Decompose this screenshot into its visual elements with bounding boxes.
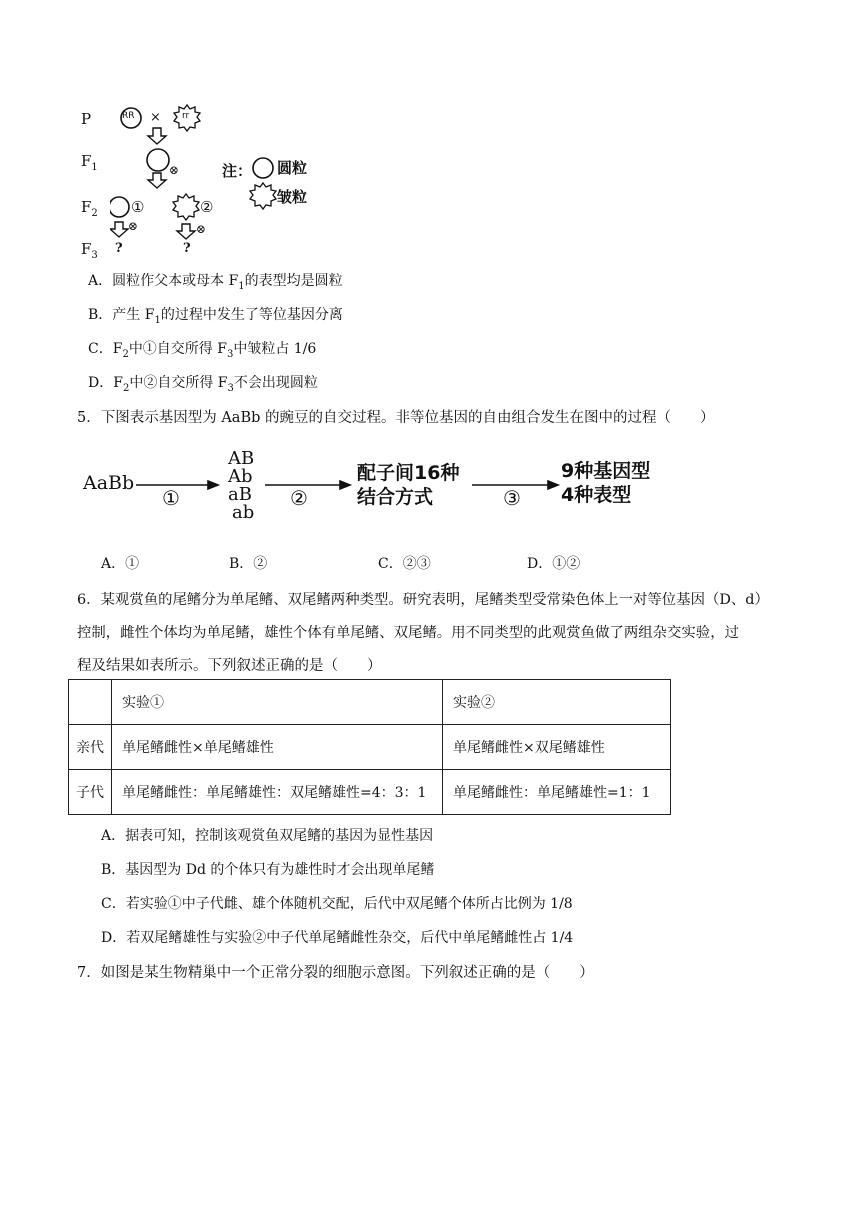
label-p: P	[81, 110, 92, 128]
selfing-symbol: ⊗	[169, 163, 180, 177]
flow-combinations: 配子间16种 结合方式	[357, 462, 460, 508]
down-arrow-icon	[110, 222, 128, 237]
label-f3: $F_3$	[81, 240, 98, 261]
f3-unknown: ?	[183, 241, 191, 256]
q6-option-d[interactable]: D．若双尾鳍雄性与实验②中子代单尾鳍雌性杂交，后代中单尾鳍雌性占 1/4	[101, 930, 574, 946]
arrow-head-icon	[548, 481, 558, 489]
experiment-table	[68, 679, 671, 815]
q4-option-a[interactable]: A．圆粒作父本或母本 $F_1$的表型均是圆粒	[88, 273, 343, 292]
legend-round-icon	[253, 158, 273, 178]
q6-option-a[interactable]: A．据表可知，控制该观赏鱼双尾鳍的基因为显性基因	[101, 828, 434, 844]
legend-wrinkled-icon	[250, 183, 276, 209]
table-cell: 单尾鳍雌性：单尾鳍雄性=1：1	[443, 770, 671, 815]
table-cell: 单尾鳍雌性×双尾鳍雄性	[443, 725, 671, 770]
table-header-cell: 实验②	[443, 680, 671, 725]
table-cell: 单尾鳍雌性×单尾鳍雄性	[112, 725, 443, 770]
flow-step-3: ③	[503, 486, 521, 510]
q4-option-b[interactable]: B．产生 $F_1$的过程中发生了等位基因分离	[88, 307, 343, 326]
q5-option-d[interactable]: D．①②	[527, 556, 581, 572]
flow-step-2: ②	[290, 486, 308, 510]
q4-option-c[interactable]: C．$F_2$中①自交所得 $F_3$中皱粒占 1/6	[88, 341, 317, 360]
q5-option-a[interactable]: A．①	[101, 556, 140, 572]
q6-stem-line3: 程及结果如表所示。下列叙述正确的是（ ）	[77, 658, 382, 674]
label-f1: $F_1$	[81, 152, 98, 173]
table-row-header: 子代	[69, 770, 112, 815]
flow-step-1: ①	[162, 486, 180, 510]
flow-gametes: AB Ab aB ab	[228, 448, 255, 523]
genotype-rr-recessive: rr	[182, 111, 190, 121]
table-header-cell: 实验①	[112, 680, 443, 725]
table-row	[69, 770, 671, 815]
arrow-head-icon	[208, 481, 218, 489]
q7-stem: 7．如图是某生物精巢中一个正常分裂的细胞示意图。下列叙述正确的是（ ）	[77, 965, 594, 981]
down-arrow-icon	[148, 128, 166, 144]
table-row	[69, 725, 671, 770]
q5-option-b[interactable]: B．②	[229, 556, 268, 572]
f2-round-pea-icon	[110, 197, 129, 217]
down-arrow-icon	[177, 224, 195, 239]
table-row	[69, 680, 671, 725]
q5-option-c[interactable]: C．②③	[378, 556, 431, 572]
label-f2: $F_2$	[81, 198, 98, 219]
q6-stem-line2: 控制，雌性个体均为单尾鳍，雄性个体有单尾鳍、双尾鳍。用不同类型的此观赏鱼做了两组杂交实验，过	[77, 625, 739, 641]
f2-mark-1: ①	[131, 198, 145, 216]
flow-start-genotype: AaBb	[83, 472, 135, 494]
f2-wrinkled-pea-icon	[173, 194, 199, 220]
arrow-head-icon	[340, 481, 350, 489]
f2-mark-2: ②	[200, 198, 214, 216]
flow-result: 9种基因型 4种表型	[561, 460, 651, 506]
f1-round-pea-icon	[147, 149, 169, 171]
down-arrow-icon	[148, 173, 166, 188]
q6-option-c[interactable]: C．若实验①中子代雌、雄个体随机交配，后代中双尾鳍个体所占比例为 1/8	[101, 896, 573, 912]
selfing-symbol: ⊗	[128, 219, 139, 233]
genotype-rr-dominant: RR	[122, 111, 135, 121]
table-row-header: 亲代	[69, 725, 112, 770]
legend-wrinkled-label: 皱粒	[277, 188, 308, 206]
q6-stem-line1: 6．某观赏鱼的尾鳍分为单尾鳍、双尾鳍两种类型。研究表明，尾鳍类型受常染色体上一对等位基因（D、d）	[77, 592, 769, 608]
table-cell: 单尾鳍雌性：单尾鳍雄性：双尾鳍雄性=4：3：1	[112, 770, 443, 815]
selfing-symbol: ⊗	[196, 222, 207, 236]
q6-option-b[interactable]: B．基因型为 Dd 的个体只有为雄性时才会出现单尾鳍	[101, 862, 435, 878]
q4-option-d[interactable]: D．$F_2$中②自交所得 $F_3$不会出现圆粒	[88, 375, 318, 394]
table-cell	[69, 680, 112, 725]
f3-unknown: ?	[115, 241, 123, 256]
q5-stem: 5．下图表示基因型为 AaBb 的豌豆的自交过程。非等位基因的自由组合发生在图中的过程（ ）	[77, 410, 715, 426]
legend-round-label: 圆粒	[277, 159, 308, 177]
cross-symbol: ×	[150, 110, 161, 125]
legend-note-prefix: 注：	[222, 162, 253, 180]
